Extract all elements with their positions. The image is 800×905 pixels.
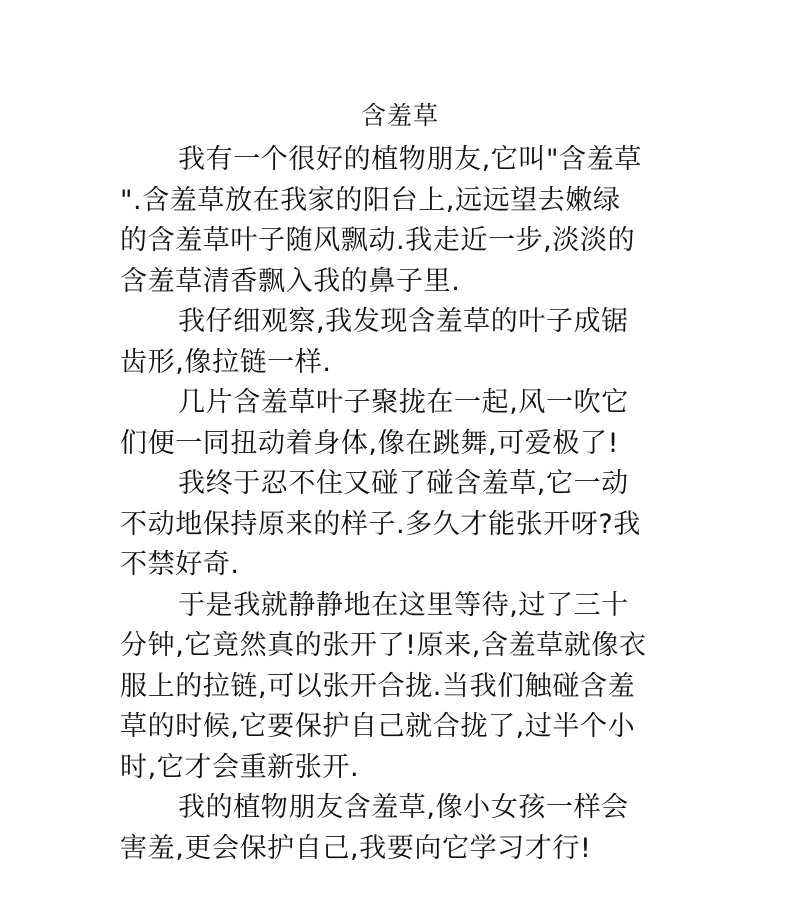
paragraph-line: 们便一同扭动着身体,像在跳舞,可爱极了! xyxy=(120,427,619,459)
paragraph-line: 我仔细观察,我发现含羞草的叶子成锯 xyxy=(178,306,629,337)
paragraph-line: 含羞草清香飘入我的鼻子里. xyxy=(120,265,461,297)
paragraph-line: ".含羞草放在我家的阳台上,远远望去嫩绿 xyxy=(120,184,621,216)
paragraph-line: 齿形,像拉链一样. xyxy=(120,346,332,378)
paragraph-line: 不禁好奇. xyxy=(120,549,240,580)
paragraph-1 xyxy=(120,140,680,302)
document-title: 含羞草 xyxy=(360,101,439,130)
paragraph-line: 害羞,更会保护自己,我要向它学习才行! xyxy=(120,832,592,864)
paragraph-line: 我有一个很好的植物朋友,它叫"含羞草 xyxy=(178,144,642,175)
paragraph-line: 我的植物朋友含羞草,像小女孩一样会 xyxy=(178,792,629,823)
paragraph-line: 的含羞草叶子随风飘动.我走近一步,淡淡的 xyxy=(120,225,636,256)
paragraph-6 xyxy=(120,788,680,869)
paragraph-line: 草的时候,它要保护自己就合拢了,过半个小 xyxy=(120,711,636,742)
paragraph-line: 不动地保持原来的样子.多久才能张开呀?我 xyxy=(120,508,641,540)
paragraph-line: 时,它才会重新张开. xyxy=(120,751,360,783)
paragraph-5 xyxy=(120,586,680,789)
paragraph-line: 于是我就静静地在这里等待,过了三十 xyxy=(178,589,629,621)
paragraph-2 xyxy=(120,302,680,383)
document-page xyxy=(120,98,680,869)
paragraph-3 xyxy=(120,383,680,464)
paragraph-line: 几片含羞草叶子聚拢在一起,风一吹它 xyxy=(178,387,629,418)
paragraph-line: 服上的拉链,可以张开合拢.当我们触碰含羞 xyxy=(120,670,636,702)
paragraph-line: 我终于忍不住又碰了碰含羞草,它一动 xyxy=(178,468,629,499)
paragraph-4 xyxy=(120,464,680,586)
paragraph-line: 分钟,它竟然真的张开了!原来,含羞草就像衣 xyxy=(120,630,647,661)
